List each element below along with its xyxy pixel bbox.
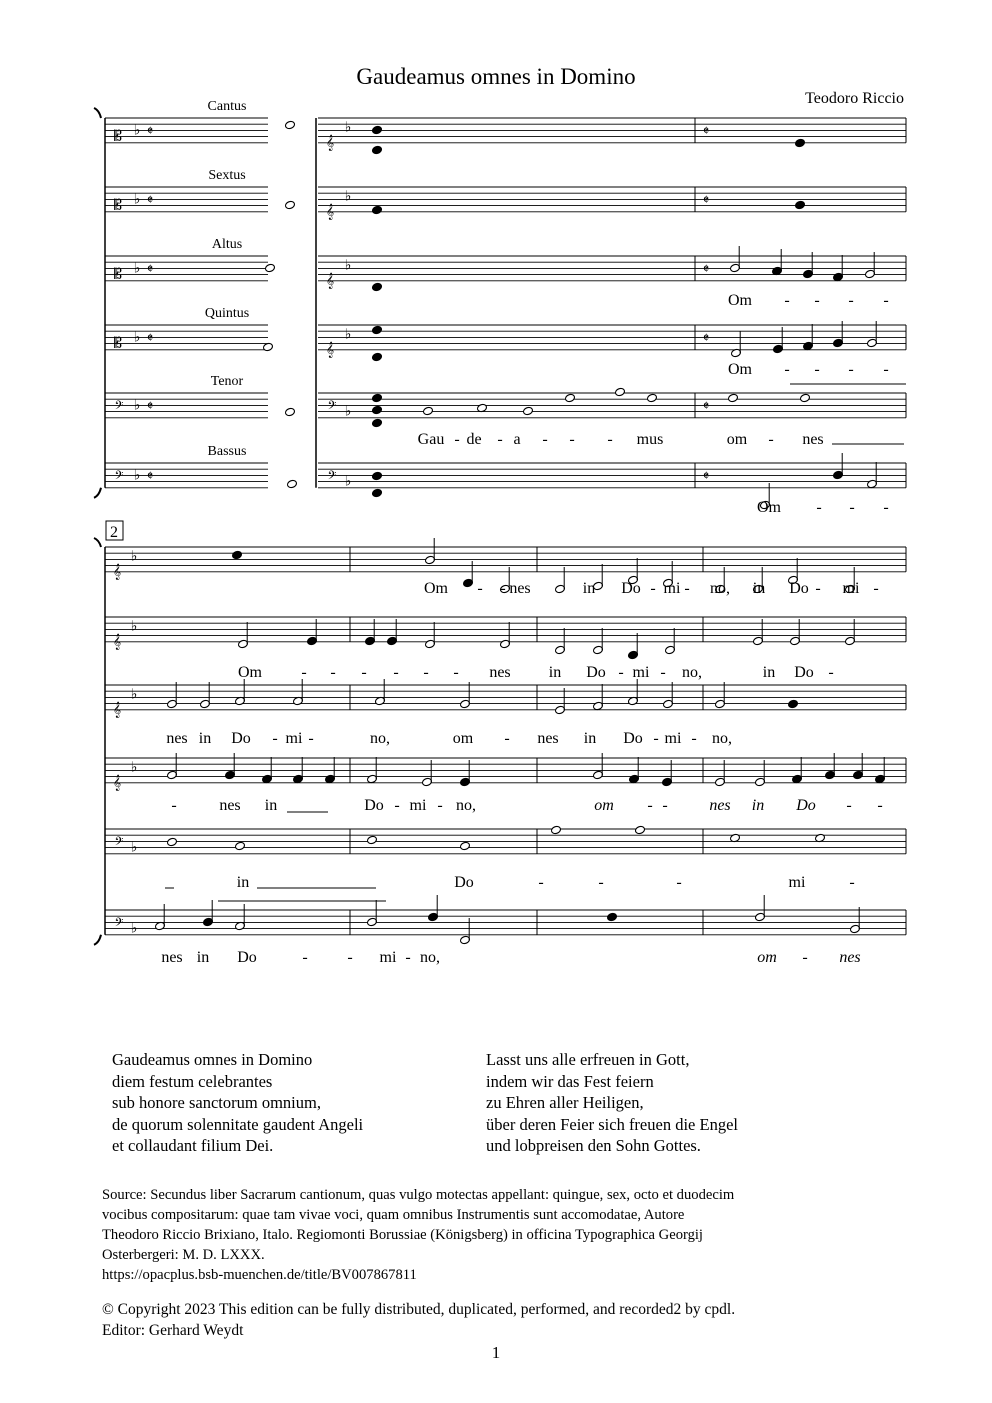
rest-marker [795,200,806,210]
flat-icon: ♭ [133,192,141,208]
bass-clef-icon: 𝄢 [114,917,124,933]
copyright-note [102,1299,735,1341]
cut-time-icon: 𝄵 [702,262,710,278]
tenor-note [167,837,178,847]
cantus-lyric: mi [842,580,860,597]
tenor-note [423,406,434,416]
cut-time-icon: 𝄵 [702,331,710,347]
source-line: vocibus compositarum: quae tam vivae voci, quam omnibus Instrumentis sunt accomodatae, Autore [102,1207,685,1223]
sextus-lyric: - [453,664,459,681]
sextus-lyric: no, [682,664,702,681]
tenor-lyric: - [607,431,613,448]
bassus-lyric: - [802,949,808,966]
rest-marker [795,138,806,148]
voice-name-cantus: Cantus [207,99,247,114]
c-clef-icon: 𝄡 [114,336,122,352]
cantus-lyric: in [752,580,766,597]
tenor-lyric: - [849,874,855,891]
german-line: über deren Feier sich freuen die Engel [486,1114,738,1134]
cantus-lyric: Do [621,580,641,597]
altus-lyric: mi [285,730,303,747]
cantus-lyric: - [815,580,821,597]
latin-text [112,1049,363,1157]
tenor-lyric: om [726,431,748,448]
flat-icon: ♭ [344,327,352,343]
quintus-lyric: - [171,797,177,814]
cantus-lyric: in [582,580,596,597]
treble-clef-icon: 𝄞 [112,564,122,580]
cut-time-icon: 𝄵 [146,262,154,278]
bassus-lyric: Om [757,499,781,516]
chord-note [372,352,383,362]
quintus-lyric: - [647,797,653,814]
altus-lyric: nes [537,730,559,747]
editor-line: Editor: Gerhard Weydt [102,1322,244,1339]
bassus-lyric: - [849,499,855,516]
altus-lyric: - [784,292,790,309]
chord-note [372,282,383,292]
tenor-note [647,393,658,403]
altus-lyric: - [272,730,278,747]
tenor-note [523,406,534,416]
cut-time-icon: 𝄵 [146,193,154,209]
latin-line: diem festum celebrantes [112,1071,273,1091]
rest-marker [607,912,618,922]
tenor-note [565,393,576,403]
quintus-lyric: in [751,797,765,814]
tenor-note [800,393,811,403]
flat-icon: ♭ [133,261,141,277]
sextus-lyric: - [361,664,367,681]
bassus-lyric: - [347,949,353,966]
tenor-note [551,825,562,835]
quintus-lyric: - [814,361,820,378]
altus-lyric: - [848,292,854,309]
c-clef-icon: 𝄡 [114,267,122,283]
chord-note [372,471,383,481]
altus-lyric: Do [623,730,643,747]
flat-icon: ♭ [130,549,138,565]
treble-clef-icon: 𝄞 [325,204,335,220]
bassus-lyric: nes [161,949,183,966]
latin-line: et collaudant filium Dei. [112,1136,274,1156]
altus-lyric: nes [166,730,188,747]
latin-line: sub honore sanctorum omnium, [112,1093,321,1113]
sextus-lyric: - [828,664,834,681]
tenor-lyric: - [569,431,575,448]
altus-lyric: Om [728,292,752,309]
tenor-lyric: de [466,431,482,448]
quintus-lyric: mi [409,797,427,814]
quintus-lyric: nes [709,797,731,814]
quintus-lyric: - [848,361,854,378]
quintus-lyric: Do [796,797,816,814]
flat-icon: ♭ [130,687,138,703]
quintus-lyric: - [877,797,883,814]
chord-note [372,393,383,403]
altus-lyric: - [691,730,697,747]
c-clef-icon: 𝄡 [114,129,122,145]
quintus-lyric: nes [219,797,241,814]
german-line: zu Ehren aller Heiligen, [486,1093,644,1113]
sextus-lyric: Do [794,664,814,681]
altus-lyric: no, [712,730,732,747]
tenor-lyric: Gau [417,431,445,448]
cantus-lyric: - [684,580,690,597]
source-url: https://opacplus.bsb-muenchen.de/title/BV007867811 [102,1267,417,1283]
sextus-lyric: - [618,664,624,681]
flat-icon: ♭ [133,330,141,346]
flat-icon: ♭ [344,189,352,205]
quintus-lyric: - [394,797,400,814]
tenor-note [460,841,471,851]
altus-lyric: no, [370,730,390,747]
cut-time-icon: 𝄵 [702,399,710,415]
sextus-lyric: nes [489,664,511,681]
bassus-lyric: no, [420,949,440,966]
quintus-lyric: - [846,797,852,814]
tenor-lyric: - [542,431,548,448]
flat-icon: ♭ [130,760,138,776]
incipit-note [287,479,298,489]
cantus-lyric: - [873,580,879,597]
flat-icon: ♭ [133,398,141,414]
tenor-note [615,387,626,397]
sextus-lyric: Om [238,664,262,681]
flat-icon: ♭ [130,619,138,635]
quintus-lyric: - [883,361,889,378]
cut-time-icon: 𝄵 [702,124,710,140]
bassus-lyric: in [196,949,210,966]
source-note [102,1185,902,1285]
tenor-lyric: a [513,431,521,448]
page-number: 1 [491,1343,501,1362]
flat-icon: ♭ [130,921,138,937]
german-translation [486,1049,738,1157]
incipit-note [285,407,296,417]
voice-name-quintus: Quintus [204,306,250,321]
quintus-lyric: - [784,361,790,378]
page-title: Gaudeamus omnes in Domino [356,64,636,89]
altus-lyric: Do [231,730,251,747]
bass-clef-icon: 𝄢 [327,470,337,486]
cut-time-icon: 𝄵 [146,469,154,485]
cantus-lyric: mi [663,580,681,597]
sextus-lyric: - [423,664,429,681]
flat-icon: ♭ [344,258,352,274]
cut-time-icon: 𝄵 [702,469,710,485]
treble-clef-icon: 𝄞 [325,135,335,151]
tenor-lyric: mi [788,874,806,891]
quintus-lyric: no, [456,797,476,814]
german-line: Lasst uns alle erfreuen in Gott, [486,1050,690,1069]
tenor-lyric: - [768,431,774,448]
sextus-lyric: in [548,664,562,681]
system-brace [94,538,101,945]
tenor-lyric: nes [802,431,824,448]
altus-lyric: - [653,730,659,747]
chord-note [372,405,383,415]
chord-note [372,145,383,155]
cut-time-icon: 𝄵 [702,193,710,209]
sextus-lyric: - [393,664,399,681]
sextus-lyric: mi [632,664,650,681]
source-line: Osterbergeri: M. D. LXXX. [102,1247,265,1263]
tenor-note [235,841,246,851]
cantus-lyric: Do [789,580,809,597]
treble-clef-icon: 𝄞 [112,775,122,791]
quintus-lyric: Do [364,797,384,814]
sextus-lyric: - [330,664,336,681]
measure-number: 2 [110,524,118,541]
tenor-lyric: - [598,874,604,891]
treble-clef-icon: 𝄞 [112,702,122,718]
sextus-lyric: in [762,664,776,681]
bass-clef-icon: 𝄢 [114,836,124,852]
bassus-lyric: - [816,499,822,516]
source-line: Source: Secundus liber Sacrarum cantionum, quas vulgo motectas appellant: quingue, sex, octo et duodecim [102,1187,735,1203]
tenor-lyric: Do [454,874,474,891]
cantus-lyric: - [477,580,483,597]
cantus-lyric: nes [509,580,531,597]
voice-name-tenor: Tenor [210,374,244,389]
tenor-lyric: in [236,874,250,891]
treble-clef-icon: 𝄞 [325,273,335,289]
treble-clef-icon: 𝄞 [325,342,335,358]
flat-icon: ♭ [344,474,352,490]
quintus-lyric: Om [728,361,752,378]
german-line: und lobpreisen den Sohn Gottes. [486,1136,701,1156]
quintus-lyric: om [594,797,614,814]
chord-note [372,125,383,135]
quintus-lyric: in [264,797,278,814]
cut-time-icon: 𝄵 [146,124,154,140]
voice-name-sextus: Sextus [208,168,246,183]
bassus-lyric: - [405,949,411,966]
bassus-lyric: - [883,499,889,516]
flat-icon: ♭ [133,123,141,139]
cut-time-icon: 𝄵 [146,331,154,347]
chord-note [372,325,383,335]
cut-time-icon: 𝄵 [146,399,154,415]
sextus-lyric: - [301,664,307,681]
altus-lyric: - [883,292,889,309]
tenor-lyric: mus [636,431,664,448]
chord-note [372,205,383,215]
altus-lyric: - [814,292,820,309]
system-brace [94,108,101,498]
flat-icon: ♭ [133,468,141,484]
flat-icon: ♭ [344,404,352,420]
bass-clef-icon: 𝄢 [114,400,124,416]
rest-marker [232,550,243,560]
bassus-lyric: om [757,949,777,966]
bassus-lyric: Do [237,949,257,966]
quintus-lyric: - [662,797,668,814]
tenor-lyric: - [676,874,682,891]
bassus-lyric: nes [839,949,861,966]
altus-lyric: - [308,730,314,747]
bassus-lyric: mi [379,949,397,966]
latin-line: Gaudeamus omnes in Domino [112,1050,313,1069]
german-line: indem wir das Fest feiern [486,1071,654,1091]
tenor-lyric: - [497,431,503,448]
altus-lyric: in [198,730,212,747]
composer-name: Teodoro Riccio [805,90,904,107]
bassus-lyric: - [302,949,308,966]
latin-line: de quorum solennitate gaudent Angeli [112,1114,364,1134]
incipit-note [285,120,296,130]
chord-note [372,488,383,498]
cantus-lyric: Om [424,580,448,597]
c-clef-icon: 𝄡 [114,198,122,214]
cantus-lyric: - [650,580,656,597]
voice-name-bassus: Bassus [207,444,247,459]
voice-name-altus: Altus [211,237,243,252]
chord-note [372,418,383,428]
treble-clef-icon: 𝄞 [112,634,122,650]
flat-icon: ♭ [344,120,352,136]
altus-lyric: - [504,730,510,747]
cantus-lyric: - [500,580,506,597]
tenor-lyric: - [454,431,460,448]
bass-clef-icon: 𝄢 [327,400,337,416]
copyright-line: © Copyright 2023 This edition can be fully distributed, duplicated, performed, and recorded2 by cpdl. [102,1301,736,1318]
altus-lyric: mi [664,730,682,747]
altus-lyric: om [452,730,474,747]
altus-lyric: in [583,730,597,747]
cantus-lyric: no, [710,580,730,597]
rest-marker [788,699,799,709]
bass-clef-icon: 𝄢 [114,470,124,486]
tenor-lyric: - [538,874,544,891]
tenor-note [635,825,646,835]
tenor-note [728,393,739,403]
quintus-lyric: - [437,797,443,814]
source-line: Theodoro Riccio Brixiano, Italo. Regiomonti Borussiae (Königsberg) in officina Typographica Georgij [102,1227,703,1243]
incipit-note [285,200,296,210]
sextus-lyric: - [660,664,666,681]
sextus-lyric: Do [586,664,606,681]
tenor-note [367,835,378,845]
flat-icon: ♭ [130,840,138,856]
incipit-note [265,263,276,273]
